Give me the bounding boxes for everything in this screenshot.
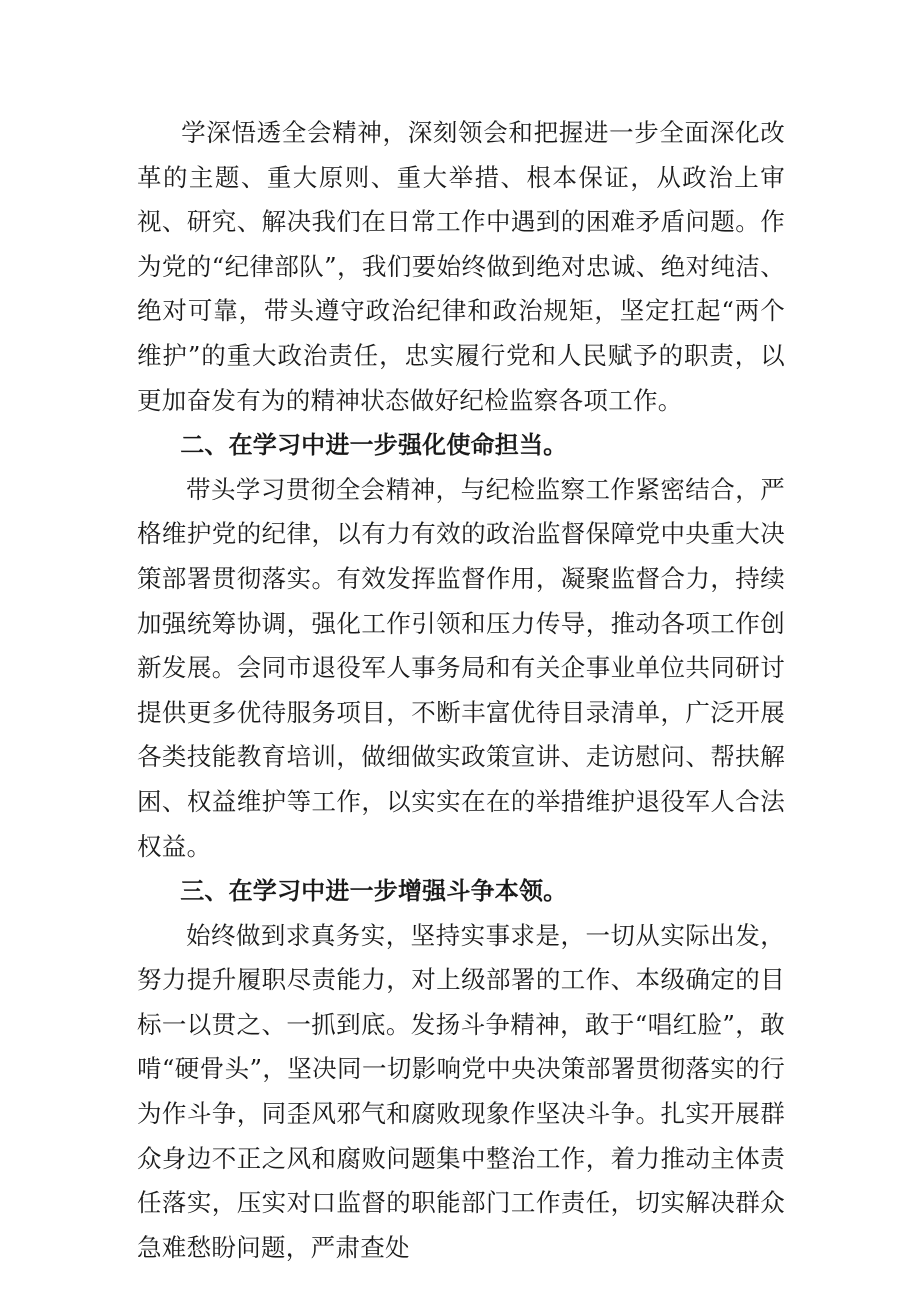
section-heading-mission: 二、在学习中进一步强化使命担当。 — [180, 431, 568, 460]
paragraph-study-spirit: 学深悟透全会精神，深刻领会和把握进一步全面深化改革的主题、重大原则、重大举措、根本保证，从政治上审视、研究、解决我们在日常工作中遇到的困难矛盾问题。作为党的“纪律部队”，我们要始终做到绝对忠诚、绝对纯洁、绝对可靠，带头遵守政治纪律和政治规矩，坚定扛起“两个维护”的重大政治责任，忠实履行党和人民赋予的职责，以更加奋发有为的精神状态做好纪检监察各项工作。 — [137, 118, 785, 415]
paragraph-mission: 带头学习贯彻全会精神，与纪检监察工作紧密结合，严格维护党的纪律，以有力有效的政治监督保障党中央重大决策部署贯彻落实。有效发挥监督作用，凝聚监督合力，持续加强统筹协调，强化工作引领和压力传导，推动各项工作创新发展。会同市退役军人事务局和有关企事业单位共同研讨提供更多优待服务项目，不断丰富优待目录清单，广泛开展各类技能教育培训，做细做实政策宣讲、走访慰问、帮扶解困、权益维护等工作，以实实在在的举措维护退役军人合法权益。 — [137, 474, 785, 861]
section-heading-struggle: 三、在学习中进一步增强斗争本领。 — [180, 877, 568, 906]
paragraph-struggle: 始终做到求真务实，坚持实事求是，一切从实际出发，努力提升履职尽责能力，对上级部署的工作、本级确定的目标一以贯之、一抓到底。发扬斗争精神，敢于“唱红脸”，敢啃“硬骨头”，坚决同一切影响党中央决策部署贯彻落实的行为作斗争，同歪风邪气和腐败现象作坚决斗争。扎实开展群众身边不正之风和腐败问题集中整治工作，着力推动主体责任落实，压实对口监督的职能部门工作责任，切实解决群众急难愁盼问题，严肃查处 — [137, 920, 785, 1262]
document-body — [137, 111, 785, 1270]
